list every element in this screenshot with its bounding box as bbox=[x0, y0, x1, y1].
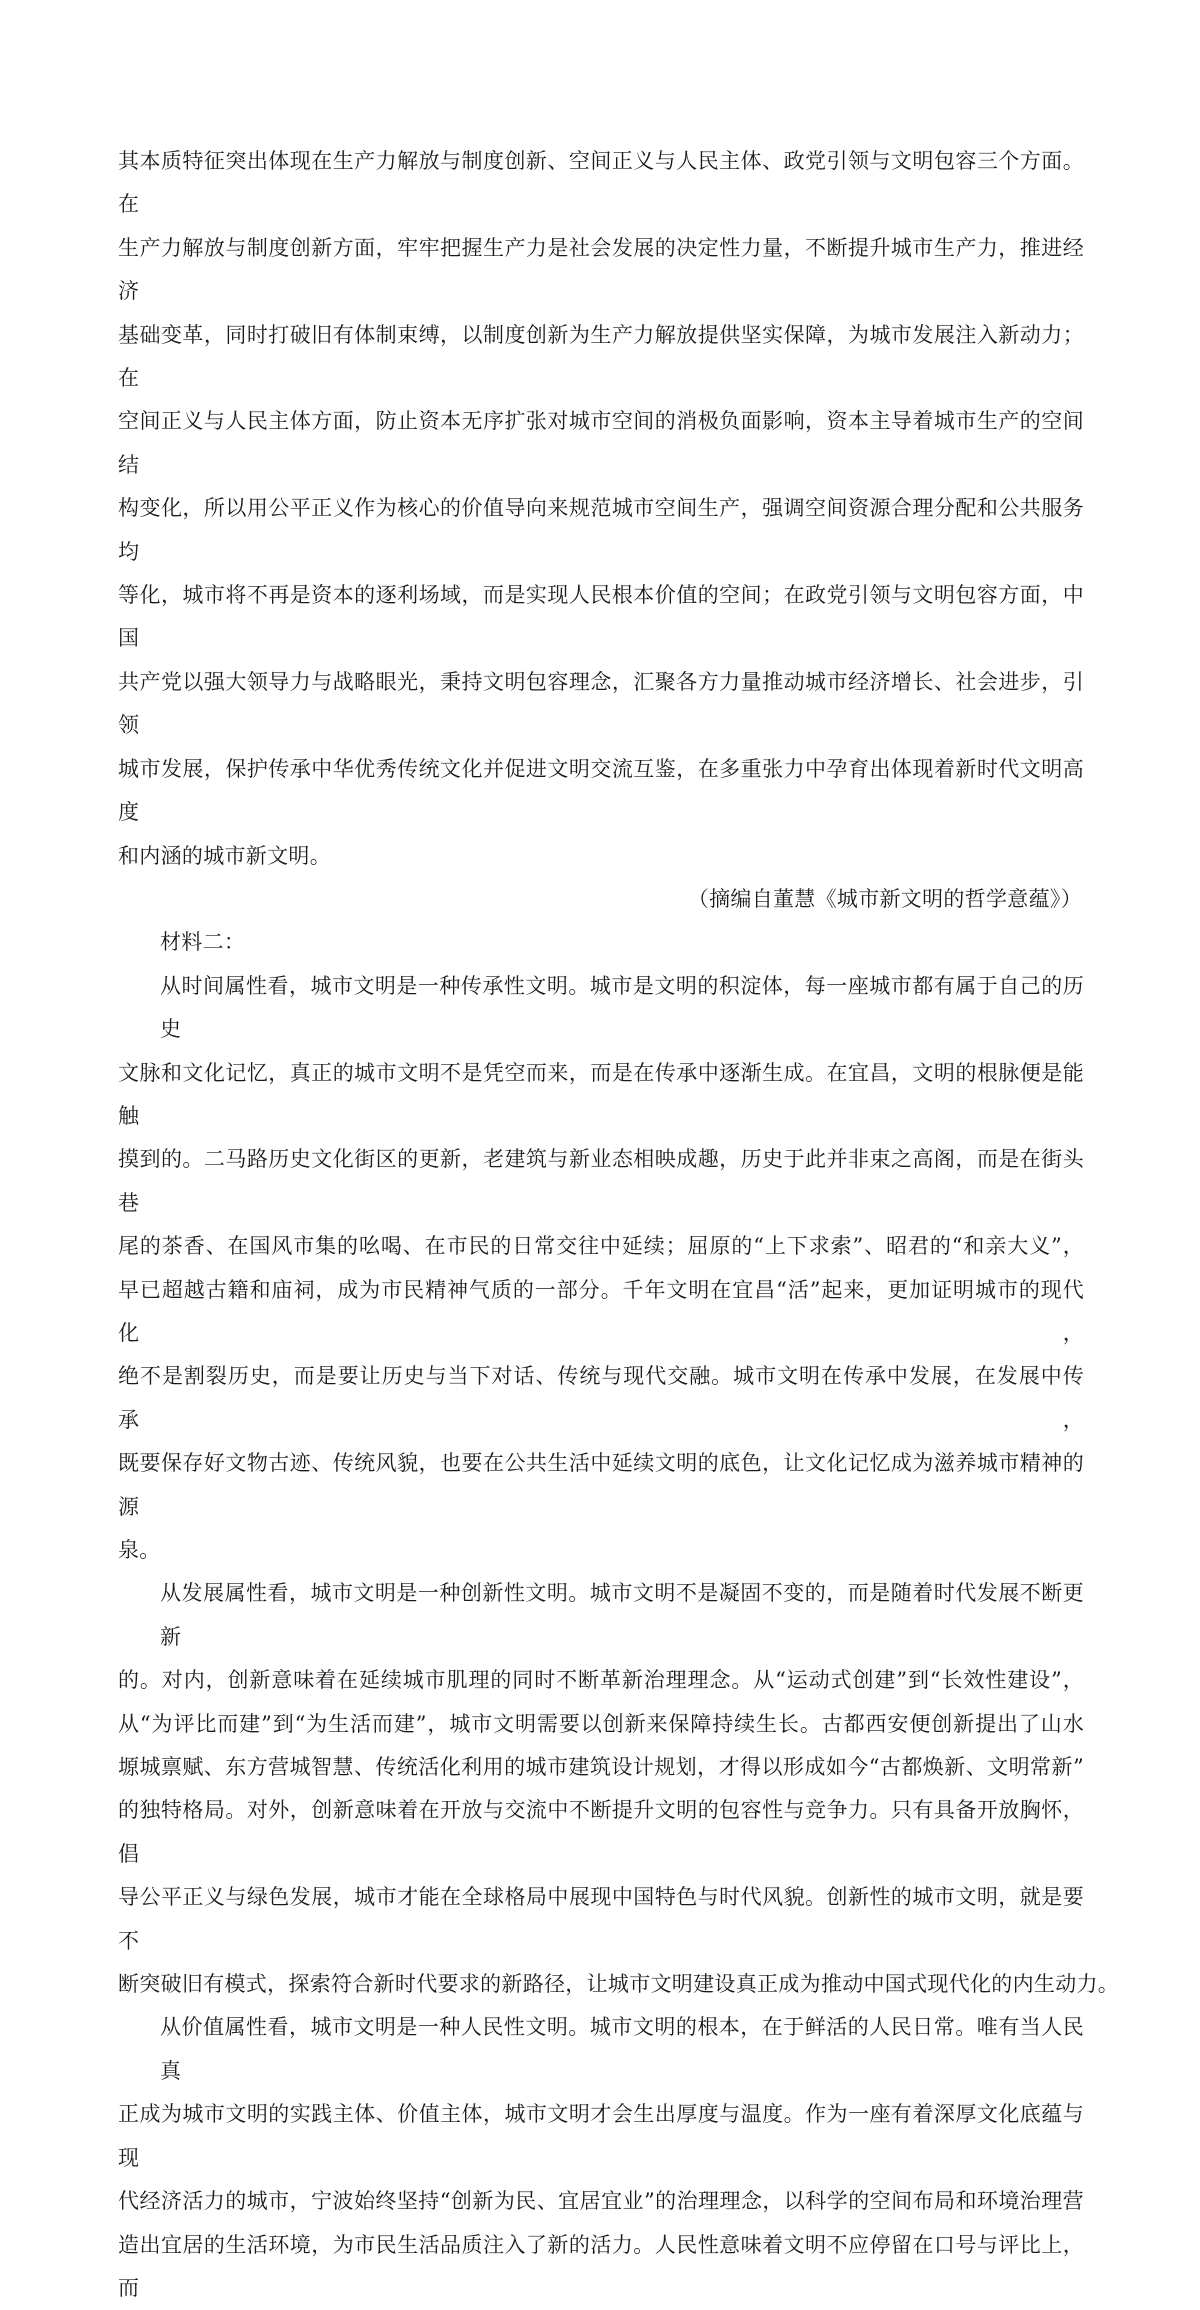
text-line: 城市发展，保护传承中华优秀传统文化并促进文明交流互鉴，在多重张力中孕育出体现着新时代文明高度 bbox=[118, 748, 1084, 835]
text-line: 文脉和文化记忆，真正的城市文明不是凭空而来，而是在传承中逐渐生成。在宜昌，文明的根脉便是能触 bbox=[118, 1052, 1084, 1139]
text-line: 导公平正义与绿色发展，城市才能在全球格局中展现中国特色与时代风貌。创新性的城市文明，就是要不 bbox=[118, 1876, 1084, 1963]
text-line: 从价值属性看，城市文明是一种人民性文明。城市文明的根本，在于鲜活的人民日常。唯有当人民真 bbox=[118, 2006, 1084, 2093]
text-line: 正成为城市文明的实践主体、价值主体，城市文明才会生出厚度与温度。作为一座有着深厚文化底蕴与现 bbox=[118, 2093, 1084, 2180]
text-line: 断突破旧有模式，探索符合新时代要求的新路径，让城市文明建设真正成为推动中国式现代化的内生动力。 bbox=[118, 1963, 1084, 2006]
text-line: 塬城禀赋、东方营城智慧、传统活化利用的城市建筑设计规划，才得以形成如今“古都焕新、文明常新” bbox=[118, 1746, 1084, 1789]
text-line: 早已超越古籍和庙祠，成为市民精神气质的一部分。千年文明在宜昌“活”起来，更加证明城市的现代化， bbox=[118, 1269, 1084, 1356]
paragraph-material-one-tail bbox=[118, 140, 1084, 878]
text-line: 和内涵的城市新文明。 bbox=[118, 835, 1084, 878]
text-line: 的。对内，创新意味着在延续城市肌理的同时不断革新治理理念。从“运动式创建”到“长效性建设”， bbox=[118, 1659, 1084, 1702]
text-line: 从发展属性看，城市文明是一种创新性文明。城市文明不是凝固不变的，而是随着时代发展不断更新 bbox=[118, 1572, 1084, 1659]
paragraph-time-attribute bbox=[118, 965, 1084, 1573]
text-line: 基础变革，同时打破旧有体制束缚，以制度创新为生产力解放提供坚实保障，为城市发展注入新动力；在 bbox=[118, 314, 1084, 401]
text-line: 既要保存好文物古迹、传统风貌，也要在公共生活中延续文明的底色，让文化记忆成为滋养城市精神的源 bbox=[118, 1442, 1084, 1529]
text-line: 绝不是割裂历史，而是要让历史与当下对话、传统与现代交融。城市文明在传承中发展，在发展中传承， bbox=[118, 1355, 1084, 1442]
text-line: 造出宜居的生活环境，为市民生活品质注入了新的活力。人民性意味着文明不应停留在口号与评比上，而 bbox=[118, 2224, 1084, 2310]
text-line: 尾的茶香、在国风市集的吆喝、在市民的日常交往中延续；屈原的“上下求索”、昭君的“和亲大义”， bbox=[118, 1225, 1084, 1268]
paragraph-development-attribute bbox=[118, 1572, 1084, 2006]
text-line: 空间正义与人民主体方面，防止资本无序扩张对城市空间的消极负面影响，资本主导着城市生产的空间结 bbox=[118, 400, 1084, 487]
section-label-material-two: 材料二： bbox=[118, 921, 1084, 964]
text-line: 生产力解放与制度创新方面，牢牢把握生产力是社会发展的决定性力量，不断提升城市生产力，推进经济 bbox=[118, 227, 1084, 314]
document-page bbox=[118, 140, 1084, 2310]
text-line: 等化，城市将不再是资本的逐利场域，而是实现人民根本价值的空间；在政党引领与文明包容方面，中国 bbox=[118, 574, 1084, 661]
source-citation: （摘编自董慧《城市新文明的哲学意蕴》） bbox=[118, 878, 1084, 921]
text-line: 代经济活力的城市，宁波始终坚持“创新为民、宜居宜业”的治理理念，以科学的空间布局和环境治理营 bbox=[118, 2180, 1084, 2223]
text-line: 其本质特征突出体现在生产力解放与制度创新、空间正义与人民主体、政党引领与文明包容三个方面。在 bbox=[118, 140, 1084, 227]
text-line: 共产党以强大领导力与战略眼光，秉持文明包容理念，汇聚各方力量推动城市经济增长、社会进步，引领 bbox=[118, 661, 1084, 748]
text-line: 泉。 bbox=[118, 1529, 1084, 1572]
text-line: 的独特格局。对外，创新意味着在开放与交流中不断提升文明的包容性与竞争力。只有具备开放胸怀，倡 bbox=[118, 1789, 1084, 1876]
text-line: 从“为评比而建”到“为生活而建”，城市文明需要以创新来保障持续生长。古都西安便创新提出了山水 bbox=[118, 1703, 1084, 1746]
text-line: 从时间属性看，城市文明是一种传承性文明。城市是文明的积淀体，每一座城市都有属于自己的历史 bbox=[118, 965, 1084, 1052]
text-line: 摸到的。二马路历史文化街区的更新，老建筑与新业态相映成趣，历史于此并非束之高阁，而是在街头巷 bbox=[118, 1138, 1084, 1225]
paragraph-value-attribute bbox=[118, 2006, 1084, 2310]
text-line: 构变化，所以用公平正义作为核心的价值导向来规范城市空间生产，强调空间资源合理分配和公共服务均 bbox=[118, 487, 1084, 574]
